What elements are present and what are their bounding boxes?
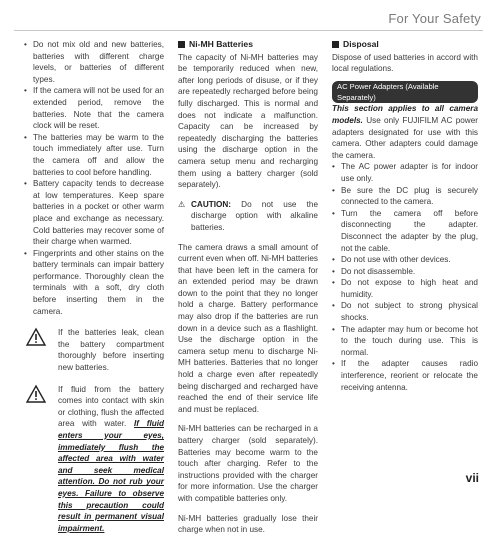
page-header-title: For Your Safety xyxy=(388,11,481,26)
list-item: • Do not mix old and new batteries, batteries with different charge levels, or batteries of different types. xyxy=(24,39,164,85)
list-item: • Turn the camera off before disconnecting the adapter. Disconnect the adapter by the plug, not the cable. xyxy=(332,208,478,254)
caution-note xyxy=(178,199,318,234)
caution-text: Do not use the discharge option with alkaline batteries. xyxy=(191,199,318,232)
column-1 xyxy=(24,39,164,534)
section-heading-label: Ni-MH Batteries xyxy=(189,39,253,49)
list-item: • Do not use with other devices. xyxy=(332,254,478,266)
adapter-text: Use only FUJIFILM AC power adapters designated for use with this camera. Other adapters could damage the camera. xyxy=(332,115,478,160)
list-item: • Do not expose to high heat and humidity. xyxy=(332,277,478,300)
page-number: vii xyxy=(465,471,479,485)
paragraph: Ni-MH batteries can be recharged in a battery charger (sold separately). Batteries may become warm to the touch after charging. Refer to the instructions provided with the charger for more information. Use the charger with compatible batteries only. xyxy=(178,424,318,503)
list-item: • The AC power adapter is for indoor use only. xyxy=(332,161,478,184)
section-heading-disposal xyxy=(332,39,478,51)
paragraph: The camera draws a small amount of current even when off. Ni-MH batteries that have been left in the camera for an extended period may be drawn down to the point that they no longer hold a charge. Battery performance may also drop if the batteries are run down in a device such as a flashlight. Use the discharge option in the camera setup menu to discharge Ni-MH batteries. Batteries that no longer hold a charge even after repeatedly being discharged and recharged have reached the end of their service life and must be replaced. xyxy=(178,242,319,414)
list-item: • If the adapter causes radio interference, reorient or relocate the receiving antenna. xyxy=(332,358,478,393)
paragraph: Ni-MH batteries gradually lose their charge when not in use. xyxy=(178,513,318,535)
list-item: • The batteries may be warm to the touch immediately after use. Turn the camera off and allow the batteries to cool before handling. xyxy=(24,132,164,178)
list-item: • If the camera will not be used for an extended period, remove the batteries. Note that the camera clock will be reset. xyxy=(24,85,164,131)
warning-text: If the batteries leak, clean the battery compartment thoroughly before inserting new batteries. xyxy=(58,328,164,373)
list-item: • Fingerprints and other stains on the battery terminals can impair battery performance. Thoroughly clean the terminals with a soft, dry cloth before inserting them in the camera. xyxy=(24,248,164,318)
caution-icon: ⚠ xyxy=(178,199,186,209)
list-item: • Do not subject to strong physical shocks. xyxy=(332,300,478,323)
section-heading-label: Disposal xyxy=(343,39,379,49)
section-heading-nimh xyxy=(178,39,318,51)
warning-triangle-icon xyxy=(26,328,46,346)
column-2 xyxy=(178,39,318,536)
list-item: • Be sure the DC plug is securely connected to the camera. xyxy=(332,185,478,208)
warning-leak xyxy=(24,327,164,373)
list-item: • Battery capacity tends to decrease at low temperatures. Keep spare batteries in a pocket or other warm place and exchange as necessary. Cold batteries may recover some of their charge when warmed. xyxy=(24,178,164,248)
list-item: • The adapter may hum or become hot to the touch during use. This is normal. xyxy=(332,324,478,359)
section-square-icon xyxy=(178,41,185,48)
warning-emphasis: If fluid enters your eyes, immediately flush the affected area with water and seek medical attention. Do not rub your eyes. Failure to observe this precaution could result in permanent visual impairment. xyxy=(58,419,164,533)
warning-text: If fluid from the battery comes into contact with skin or clothing, flush the affected area with water. xyxy=(58,384,164,429)
warning-fluid xyxy=(24,384,164,535)
applies-note: This section applies to all camera models. xyxy=(332,104,478,125)
section-square-icon xyxy=(332,41,339,48)
column-3 xyxy=(332,39,478,393)
paragraph: The capacity of Ni-MH batteries may be temporarily reduced when new, after long periods of disuse, or if they are repeatedly recharged before being fully discharged. This is normal and does not indicate a malfunction. Capacity can be increased by repeatedly discharging the batteries using the discharge option in the camera setup menu and recharging them using a battery charger (sold separately). xyxy=(178,52,318,190)
battery-tips-list xyxy=(24,39,164,317)
ac-adapter-badge: AC Power Adapters (Available Separately) xyxy=(332,81,478,103)
paragraph xyxy=(332,103,478,161)
warning-triangle-icon xyxy=(26,385,46,403)
caution-label: CAUTION: xyxy=(191,199,232,209)
list-item: • Do not disassemble. xyxy=(332,266,478,278)
paragraph: Dispose of used batteries in accord with local regulations. xyxy=(332,52,478,74)
header-divider xyxy=(14,30,483,31)
adapter-list xyxy=(332,161,478,393)
